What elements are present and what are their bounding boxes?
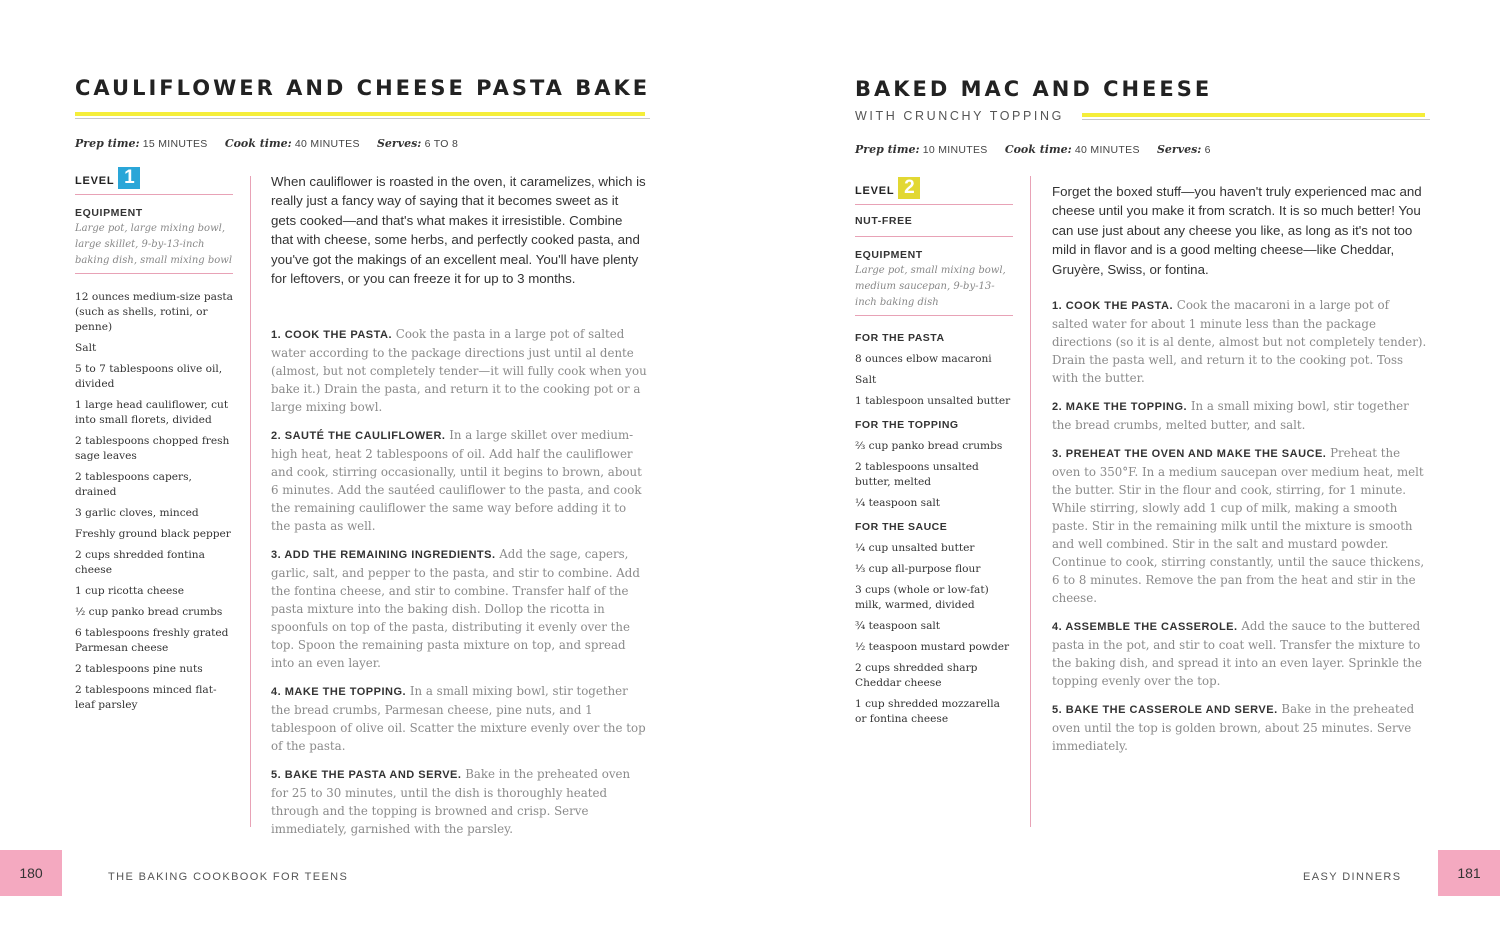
- ingredient-item: 1 large head cauliflower, cut into small florets, divided: [75, 399, 229, 426]
- step-label: 1. COOK THE PASTA.: [271, 329, 393, 341]
- level-badge: 1: [118, 167, 140, 189]
- ingredient-item: Salt: [855, 374, 877, 386]
- column-rule: [250, 176, 251, 827]
- ingredient-item: 2 cups shredded fontina cheese: [75, 549, 205, 576]
- recipe-title: BAKED MAC AND CHEESE: [855, 77, 1213, 101]
- serves-value: 6 TO 8: [424, 138, 459, 150]
- ingredient-group: [855, 332, 1013, 409]
- cook-time-label: Cook time:: [224, 137, 292, 150]
- serves-value: 6: [1204, 144, 1211, 156]
- cook-time-value: 40 MINUTES: [294, 138, 360, 150]
- step-label: 3. ADD THE REMAINING INGREDIENTS.: [271, 549, 496, 561]
- ingredient-item: Freshly ground black pepper: [75, 528, 231, 540]
- cook-time-value: 40 MINUTES: [1074, 144, 1140, 156]
- equipment-heading: EQUIPMENT: [75, 207, 143, 219]
- ingredient-item: 1 cup shredded mozzarella or fontina cheese: [855, 698, 1000, 725]
- ingredients-sidebar: [75, 165, 233, 719]
- ingredient-item: 8 ounces elbow macaroni: [855, 353, 992, 365]
- ingredient-item: Salt: [75, 342, 97, 354]
- title-rule: [1082, 119, 1430, 120]
- title-highlight: [75, 112, 645, 116]
- right-page: [750, 0, 1500, 925]
- step-item: [271, 325, 647, 416]
- step-text: Add the sage, capers, garlic, salt, and pepper to the pasta, and stir to combine. Add the fontina cheese, and stir to combine. Transfer half of the pasta mixture into the baking dish. Dollop the ricotta in spoonfuls on top of the pasta, distributing it evenly over the top. Spoon the remaining pasta mixture on top, and spread into an even layer.: [271, 547, 640, 670]
- serves-label: Serves:: [376, 137, 422, 150]
- ingredient-item: 6 tablespoons freshly grated Parmesan cheese: [75, 627, 229, 654]
- ingredient-item: ¾ teaspoon salt: [855, 620, 941, 632]
- step-item: [1052, 617, 1427, 690]
- step-text: Cook the macaroni in a large pot of salted water for about 1 minute less than the package directions (so it is al dente, almost but not completely tender). Drain the pasta well, and return it to the cooking pot. Toss with the butter.: [1052, 298, 1427, 385]
- ingredient-list: [855, 352, 1013, 409]
- prep-time-value: 15 MINUTES: [142, 138, 208, 150]
- ingredient-item: ½ teaspoon mustard powder: [855, 641, 1010, 653]
- step-item: [1052, 444, 1427, 607]
- level-indicator: [75, 165, 233, 191]
- step-item: [271, 765, 647, 838]
- column-rule: [1030, 176, 1031, 827]
- recipe-intro: Forget the boxed stuff—you haven't truly experienced mac and cheese until you make it from scratch. It is so much better! You can use just about any cheese you like, as long as it's not too mild in flavor and is a good melting cheese—like Cheddar, Gruyère, Swiss, or fontina.: [1052, 184, 1422, 277]
- prep-time-value: 10 MINUTES: [922, 144, 988, 156]
- ingredient-group: [855, 419, 1013, 511]
- level-label: LEVEL: [855, 185, 895, 197]
- prep-time-label: Prep time:: [75, 137, 140, 150]
- equipment-list: Large pot, large mixing bowl, large skillet, 9-by-13-inch baking dish, small mixing bowl: [75, 223, 233, 266]
- divider: [855, 204, 1013, 205]
- ingredient-item: 3 cups (whole or low-fat) milk, warmed, divided: [855, 584, 989, 611]
- recipe-meta: [75, 137, 472, 150]
- step-text: Bake in the preheated oven for 25 to 30 minutes, until the dish is thoroughly heated through and the topping is browned and crisp. Serve immediately, garnished with the parsley.: [271, 767, 631, 836]
- ingredient-list: [75, 290, 233, 713]
- step-text: Cook the pasta in a large pot of salted water according to the package directions just until al dente (almost, but not completely tender—it will fully cook when you bake it.) Drain the pasta, and return it to the cooking pot or a large mixing bowl.: [271, 327, 647, 414]
- ingredient-item: ⅔ cup panko bread crumbs: [855, 440, 1003, 452]
- step-label: 5. BAKE THE CASSEROLE AND SERVE.: [1052, 704, 1278, 716]
- page-number: 181: [1438, 850, 1500, 896]
- ingredient-item: ¼ teaspoon salt: [855, 497, 941, 509]
- running-head: THE BAKING COOKBOOK FOR TEENS: [108, 871, 349, 883]
- ingredient-group-heading: FOR THE PASTA: [855, 332, 945, 344]
- ingredient-groups: [855, 332, 1013, 727]
- running-head: EASY DINNERS: [1303, 871, 1402, 883]
- title-rule: [75, 118, 650, 119]
- step-item: [1052, 296, 1427, 387]
- title-highlight: [1082, 113, 1425, 117]
- ingredient-item: 2 tablespoons minced flat-leaf parsley: [75, 684, 217, 711]
- equipment-heading: EQUIPMENT: [855, 249, 923, 261]
- step-label: 5. BAKE THE PASTA AND SERVE.: [271, 769, 462, 781]
- step-item: [271, 426, 647, 535]
- ingredient-item: 2 tablespoons chopped fresh sage leaves: [75, 435, 230, 462]
- step-list: [271, 325, 647, 848]
- serves-label: Serves:: [1156, 143, 1202, 156]
- ingredient-item: ⅓ cup all-purpose flour: [855, 563, 981, 575]
- ingredient-item: ½ cup panko bread crumbs: [75, 606, 223, 618]
- ingredient-item: 2 tablespoons pine nuts: [75, 663, 203, 675]
- step-text: Add the sauce to the buttered pasta in the pot, and stir to coat well. Transfer the mixture to the baking dish, and spread it into an even layer. Sprinkle the topping evenly over the top.: [1052, 619, 1422, 688]
- ingredient-item: 1 cup ricotta cheese: [75, 585, 184, 597]
- divider: [855, 236, 1013, 237]
- ingredient-item: 3 garlic cloves, minced: [75, 507, 199, 519]
- ingredient-group-heading: FOR THE TOPPING: [855, 419, 959, 431]
- step-label: 1. COOK THE PASTA.: [1052, 300, 1174, 312]
- recipe-meta: [855, 143, 1225, 156]
- ingredient-item: 5 to 7 tablespoons olive oil, divided: [75, 363, 223, 390]
- step-label: 4. ASSEMBLE THE CASSEROLE.: [1052, 621, 1238, 633]
- step-item: [271, 682, 647, 755]
- recipe-intro: When cauliflower is roasted in the oven, it caramelizes, which is really just a fancy way of saying that it becomes sweet as it gets cooked—and that's what makes it irresistible. Combine that with cheese, some herbs, and perfectly cooked pasta, and you've got the makings of an excellent meal. You'll have plenty for leftovers, or you can freeze it for up to 3 months.: [271, 174, 646, 287]
- level-indicator: [855, 175, 1013, 201]
- ingredients-sidebar: [855, 175, 1013, 737]
- ingredient-item: 2 tablespoons unsalted butter, melted: [855, 461, 979, 488]
- divider: [855, 315, 1013, 316]
- step-item: [1052, 700, 1427, 755]
- cook-time-label: Cook time:: [1004, 143, 1072, 156]
- equipment-list: Large pot, small mixing bowl, medium saucepan, 9-by-13-inch baking dish: [855, 265, 1006, 308]
- step-item: [271, 545, 647, 672]
- step-label: 2. SAUTÉ THE CAULIFLOWER.: [271, 430, 446, 442]
- step-label: 4. MAKE THE TOPPING.: [271, 686, 407, 698]
- level-label: LEVEL: [75, 175, 115, 187]
- ingredient-item: ¼ cup unsalted butter: [855, 542, 975, 554]
- step-text: In a small mixing bowl, stir together the bread crumbs, Parmesan cheese, pine nuts, and 1 tablespoon of olive oil. Scatter the mixture evenly over the top of the pasta.: [271, 684, 646, 753]
- divider: [75, 273, 233, 274]
- step-text: In a small mixing bowl, stir together the bread crumbs, melted butter, and salt.: [1052, 399, 1409, 432]
- ingredient-group-heading: FOR THE SAUCE: [855, 521, 948, 533]
- ingredient-list: [855, 541, 1013, 727]
- divider: [75, 194, 233, 195]
- step-text: In a large skillet over medium-high heat, heat 2 tablespoons of oil. Add half the cauliflower and cook, stirring occasionally, until it begins to brown, about 6 minutes. Add the sautéed cauliflower to the pasta, and cook the remaining cauliflower the same way before adding it to the pasta as well.: [271, 428, 642, 533]
- ingredient-item: 2 cups shredded sharp Cheddar cheese: [855, 662, 978, 689]
- step-text: Bake in the preheated oven until the top is golden brown, about 25 minutes. Serve immediately.: [1052, 702, 1415, 753]
- ingredient-item: 12 ounces medium-size pasta (such as shells, rotini, or penne): [75, 291, 233, 333]
- recipe-title: CAULIFLOWER AND CHEESE PASTA BAKE: [75, 76, 651, 100]
- ingredient-group: [855, 521, 1013, 727]
- step-text: Preheat the oven to 350°F. In a medium saucepan over medium heat, melt the butter. Stir in the flour and cook, stirring, for 1 minute. While stirring, slowly add 1 cup of milk, making a smooth paste. Stir in the remaining milk until the mixture is smooth and well combined. Stir in the salt and mustard powder. Continue to cook, stirring constantly, until the sauce thickens, 6 to 8 minutes. Remove the pan from the heat and stir in the cheese.: [1052, 446, 1425, 605]
- step-label: 2. MAKE THE TOPPING.: [1052, 401, 1188, 413]
- step-list: [1052, 296, 1427, 765]
- step-item: [1052, 397, 1427, 434]
- ingredient-list: [855, 439, 1013, 511]
- level-badge: 2: [898, 177, 920, 199]
- prep-time-label: Prep time:: [855, 143, 920, 156]
- dietary-tag: NUT-FREE: [855, 215, 913, 227]
- step-label: 3. PREHEAT THE OVEN AND MAKE THE SAUCE.: [1052, 448, 1327, 460]
- ingredient-item: 2 tablespoons capers, drained: [75, 471, 192, 498]
- recipe-subtitle: WITH CRUNCHY TOPPING: [855, 109, 1064, 123]
- ingredient-item: 1 tablespoon unsalted butter: [855, 395, 1011, 407]
- page-number: 180: [0, 850, 62, 896]
